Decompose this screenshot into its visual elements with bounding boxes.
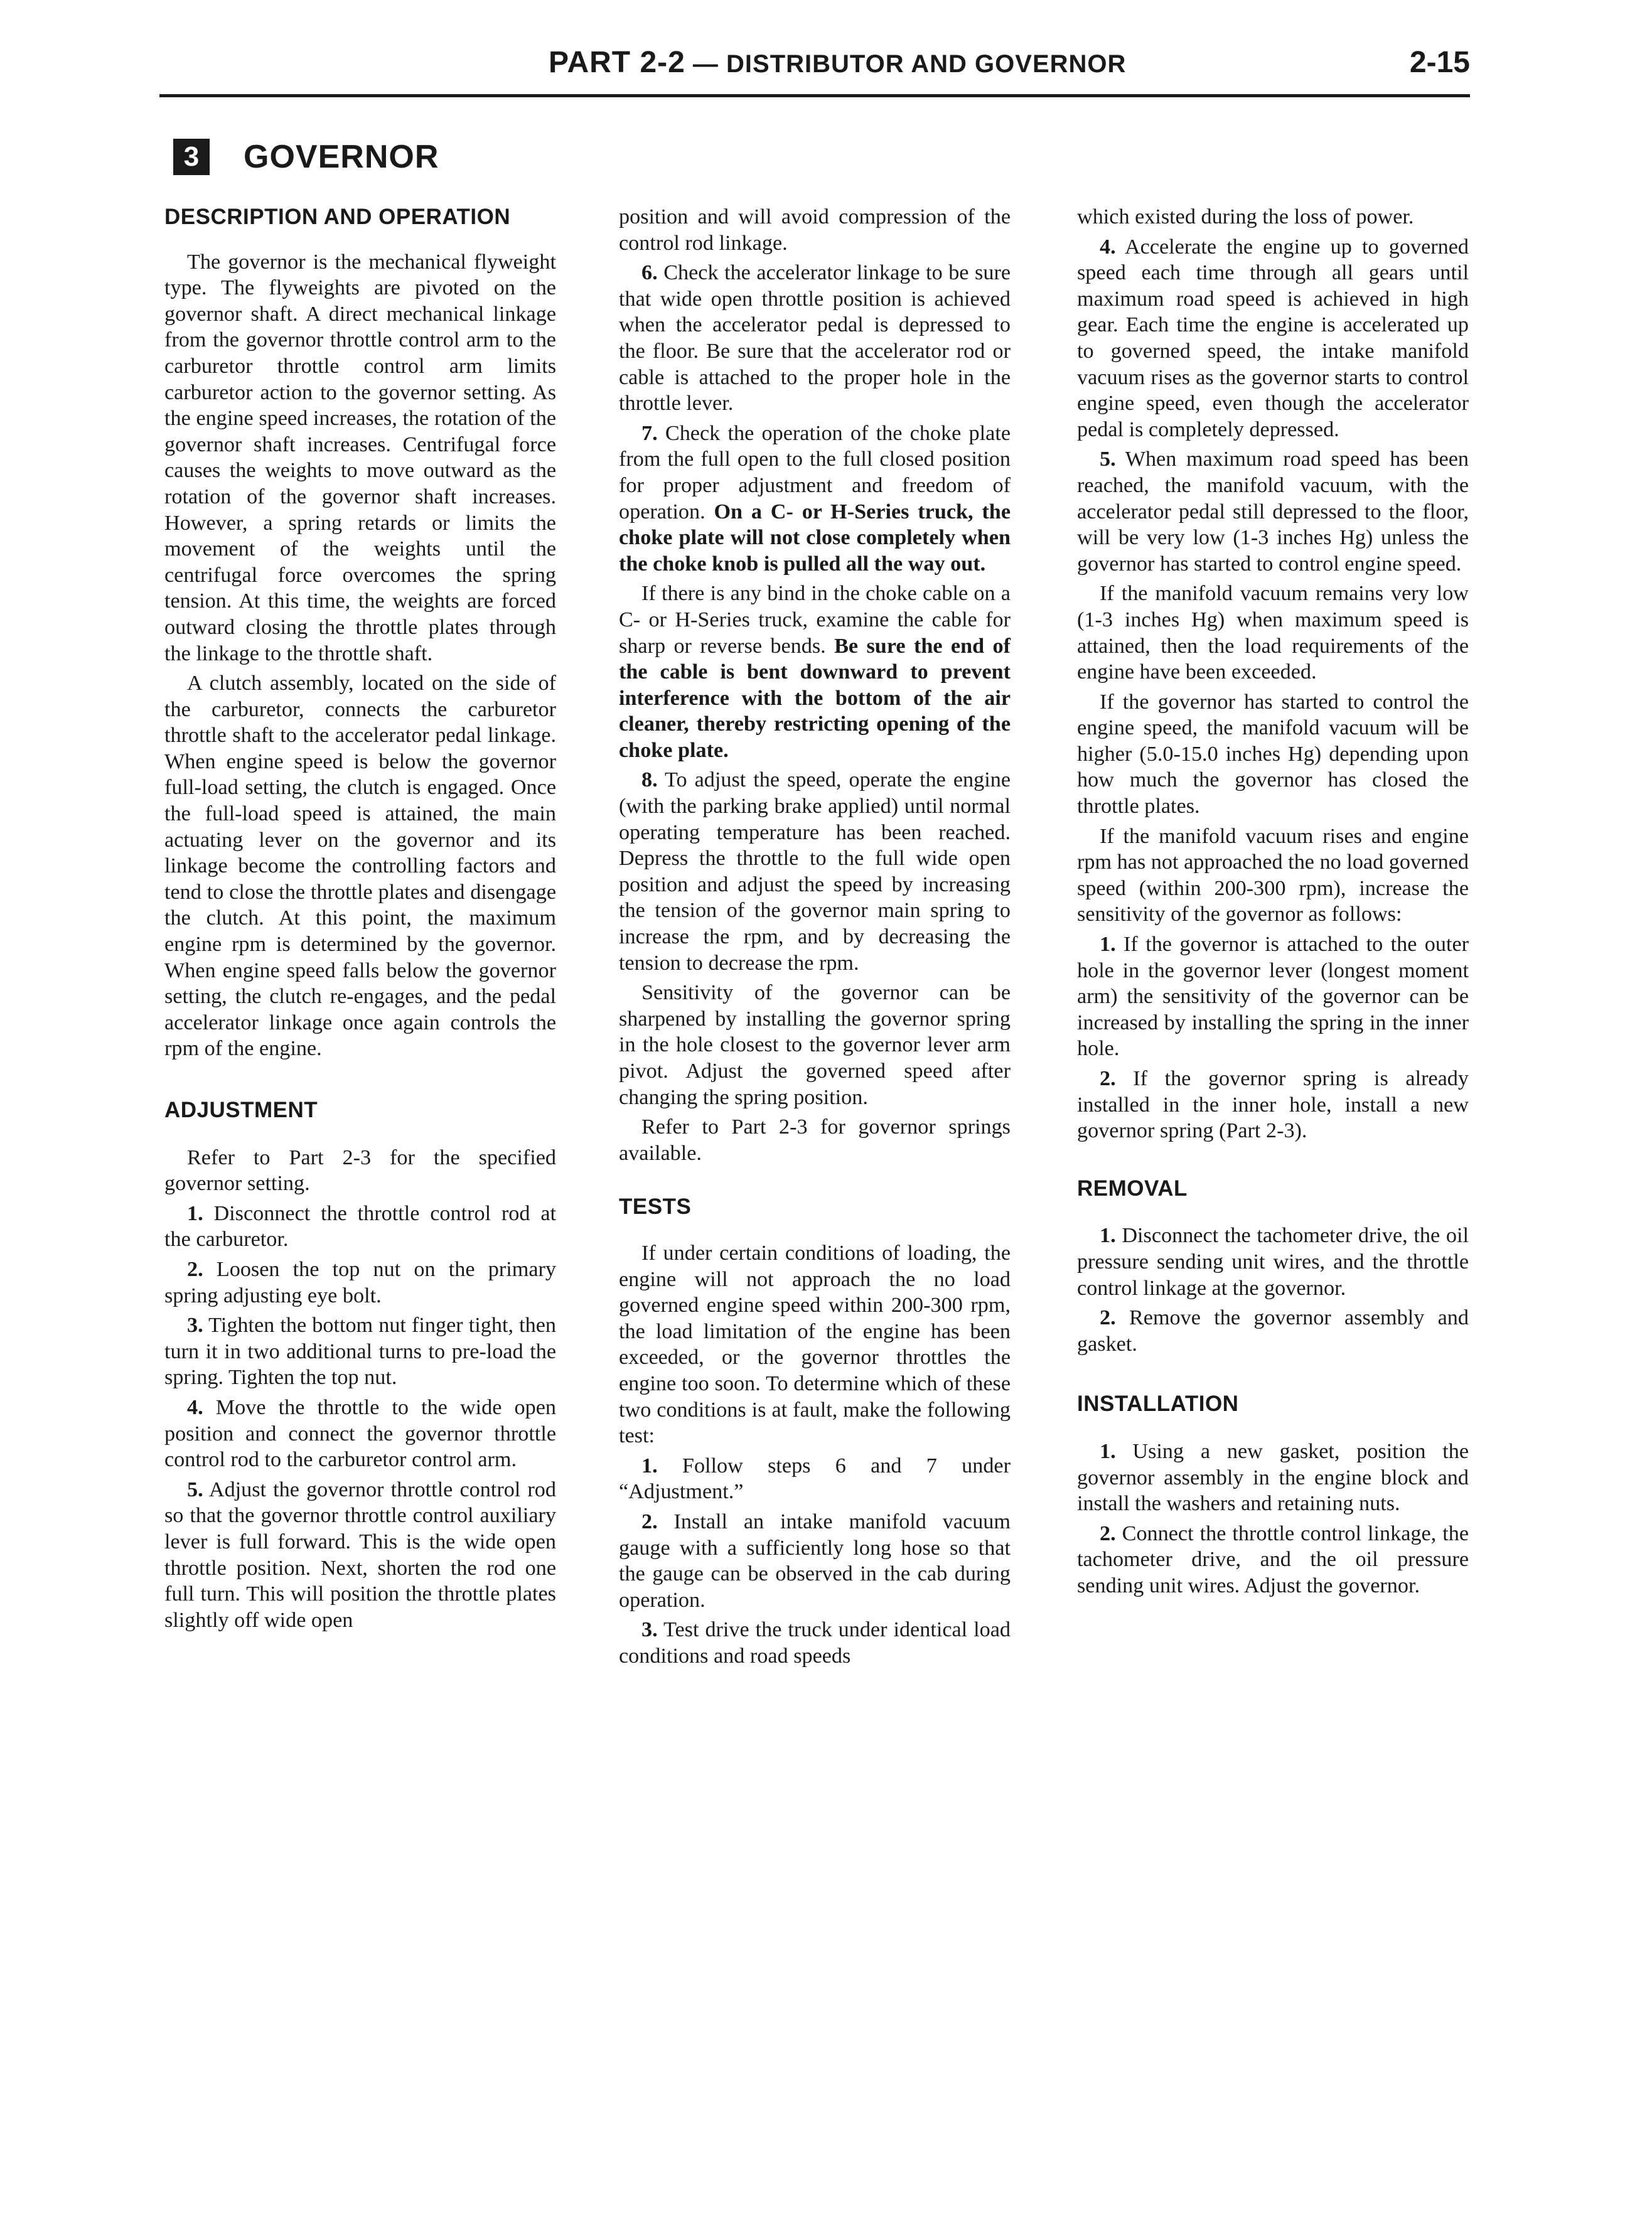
heading-removal: REMOVAL [1077,1176,1188,1201]
step-text: Tighten the bottom nut finger tight, then turn it in two additional turns to pre-load the spring. Tighten the top nut. [164,1314,556,1390]
list-item [1077,1066,1469,1144]
heading-tests: TESTS [619,1194,692,1220]
list-item [619,421,1011,577]
paragraph-continued: position and will avoid compression of the control rod linkage. [619,205,1011,255]
step-text: Loosen the top nut on the primary spring adjusting eye bolt. [164,1257,556,1307]
step-number: 1. [187,1201,203,1225]
step-number: 2. [1100,1306,1116,1330]
step-number: 1. [1100,1439,1116,1463]
step-number: 5. [187,1478,203,1501]
section-number-badge: 3 [173,139,210,175]
header-subtitle: — DISTRIBUTOR AND GOVERNOR [685,50,1127,78]
step-number: 8. [641,768,658,792]
paragraph: If the manifold vacuum remains very low (1-3 inches Hg) when maximum speed is attained, then the load requirements of the engine have been exceeded. [1077,582,1469,684]
heading-description-operation: DESCRIPTION AND OPERATION [164,205,511,229]
section-heading [173,137,439,177]
paragraph-text: If there is any bind in the choke cable on a C- or H-Series truck, examine the cable for sharp or reverse bends. [619,582,1011,658]
list-item [619,260,1011,417]
step-number: 3. [187,1314,203,1338]
list-item [1077,931,1469,1062]
list-item [1077,234,1469,443]
list-item [619,1509,1011,1613]
step-number: 1. [1100,933,1116,957]
step-number: 2. [1100,1067,1116,1090]
step-text: Test drive the truck under identical load conditions and road speeds [619,1618,1011,1668]
step-text: Install an intake manifold vacuum gauge with a sufficiently long hose so that the gauge can be observed in the cab during operation. [619,1510,1011,1612]
step-text: Check the operation of the choke plate from the full open to the full closed position for proper adjustment and freedom of operation. [619,421,1011,523]
list-item [164,1395,556,1473]
step-text: Move the throttle to the wide open position and connect the governor throttle control rod to the carburetor control arm. [164,1395,556,1472]
list-item [1077,1223,1469,1301]
step-number: 4. [1100,235,1116,259]
step-text: To adjust the speed, operate the engine (with the parking brake applied) until normal operating temperature has been reached. Depress the throttle to the full wide open position and adjust the speed by increasing the tension of the governor main spring to increase the rpm, and by decreasing the tension to decrease the rpm. [619,768,1011,975]
step-number: 2. [641,1510,658,1533]
header-divider [159,94,1470,97]
list-item [1077,1439,1469,1517]
text-column-2 [619,204,1011,1673]
step-number: 7. [641,421,658,445]
step-text: Disconnect the tachometer drive, the oil pressure sending unit wires, and the throttle control linkage at the governor. [1077,1224,1469,1300]
step-text: Check the accelerator linkage to be sure that wide open throttle position is achieved when the accelerator pedal is depressed to the floor. Be sure that the accelerator rod or cable is attached to the proper hole in the throttle lever. [619,261,1011,416]
step-text: Adjust the governor throttle control rod so that the governor throttle control auxiliary lever is full forward. This is the wide open throttle position. Next, shorten the rod one full turn. This will position the throttle plates slightly off wide open [164,1478,556,1632]
step-text: If the governor spring is already installed in the inner hole, install a new governor spring (Part 2-3). [1077,1067,1469,1143]
step-number: 1. [641,1454,658,1478]
list-item [164,1257,556,1309]
step-text: Disconnect the throttle control rod at the carburetor. [164,1201,556,1252]
step-text: Follow steps 6 and 7 under “Adjustment.” [619,1454,1011,1504]
list-item [164,1201,556,1253]
list-item [1077,1305,1469,1357]
list-item [619,1617,1011,1669]
step-text: If the governor is attached to the outer hole in the governor lever (longest moment arm) the sensitivity of the governor can be increased by installing the spring in the inner hole. [1077,933,1469,1061]
step-text: Remove the governor assembly and gasket. [1077,1306,1469,1356]
paragraph: A clutch assembly, located on the side of the carburetor, connects the carburetor throttle shaft to the accelerator pedal linkage. When engine speed is below the governor full-load setting, the clutch is engaged. Once the full-load speed is attained, the main actuating lever on the governor and its linkage become the controlling factors and tend to close the throttle plates and disengage the clutch. At this point, the maximum engine rpm is determined by the governor. When engine speed falls below the governor setting, the clutch re-engages, and the pedal accelerator linkage once again controls the rpm of the engine. [164,672,556,1061]
step-text: Connect the throttle control linkage, the tachometer drive, and the oil pressure sending unit wires. Adjust the governor. [1077,1521,1469,1597]
text-column-3 [1077,204,1469,1603]
header-part: PART 2-2 [549,46,685,79]
step-number: 6. [641,261,658,285]
step-text: Using a new gasket, position the governor assembly in the engine block and install the washers and retaining nuts. [1077,1439,1469,1516]
paragraph-warning-text: Be sure the end of the cable is bent downward to prevent interference with the bottom of the air cleaner, thereby restricting opening of the choke plate. [619,634,1011,762]
paragraph: Refer to Part 2-3 for the specified governor setting. [164,1145,556,1196]
heading-adjustment: ADJUSTMENT [164,1098,318,1122]
section-title: GOVERNOR [244,139,439,175]
paragraph: Sensitivity of the governor can be sharpened by installing the governor spring in the hole closest to the governor lever arm pivot. Adjust the governed speed after changing the spring position. [619,981,1011,1109]
list-item [164,1477,556,1634]
paragraph: If under certain conditions of loading, the engine will not approach the no load governed engine speed within 200-300 rpm, the load limitation of the engine has been exceeded, or the governor throttles the engine too soon. To determine which of these two conditions is at fault, make the following test: [619,1241,1011,1448]
list-item [619,767,1011,976]
list-item [1077,1521,1469,1599]
paragraph [619,581,1011,763]
list-item [1077,446,1469,577]
paragraph: The governor is the mechanical flyweight type. The flyweights are pivoted on the governor shaft. A direct mechanical linkage from the governor throttle control arm to the carburetor throttle control arm limits carburetor action to the governor setting. As the engine speed increases, the rotation of the governor shaft increases. Centrifugal force causes the weights to move outward as the rotation of the governor shaft increases. However, a spring retards or limits the movement of the weights until the centrifugal force overcomes the spring tension. At this time, the weights are forced outward closing the throttle plates through the linkage to the throttle shaft. [164,250,556,665]
step-number: 3. [641,1618,658,1642]
paragraph-continued: which existed during the loss of power. [1077,205,1414,228]
page-header [159,45,1470,95]
step-number: 1. [1100,1224,1116,1248]
paragraph: Refer to Part 2-3 for governor springs available. [619,1115,1011,1165]
step-text: When maximum road speed has been reached, the manifold vacuum, with the accelerator pedal still depressed to the floor, will be very low (1-3 inches Hg) unless the governor has started to control engine speed. [1077,448,1469,576]
paragraph: If the manifold vacuum rises and engine rpm has not approached the no load governed speed (within 200-300 rpm), increase the sensitivity of the governor as follows: [1077,824,1469,926]
step-number: 4. [187,1395,203,1419]
step-text: Accelerate the engine up to governed speed each time through all gears until maximum road speed is achieved in high gear. Each time the engine is accelerated up to governed speed, the intake manifold vacuum rises as the governor starts to control engine speed, even though the accelerator pedal is completely depressed. [1077,235,1469,441]
text-column-1 [164,204,556,1637]
step-warning-text: On a C- or H-Series truck, the choke plate will not close completely when the choke knob is pulled all the way out. [619,500,1011,576]
step-number: 2. [1100,1521,1116,1545]
list-item [619,1453,1011,1505]
step-number: 5. [1100,448,1116,471]
list-item [164,1312,556,1391]
page-number: 2-15 [1409,46,1470,79]
heading-installation: INSTALLATION [1077,1392,1239,1417]
paragraph: If the governor has started to control the engine speed, the manifold vacuum will be higher (5.0-15.0 inches Hg) depending upon how much the governor has closed the throttle plates. [1077,690,1469,818]
step-number: 2. [187,1257,203,1281]
page-header-title [549,45,1126,80]
